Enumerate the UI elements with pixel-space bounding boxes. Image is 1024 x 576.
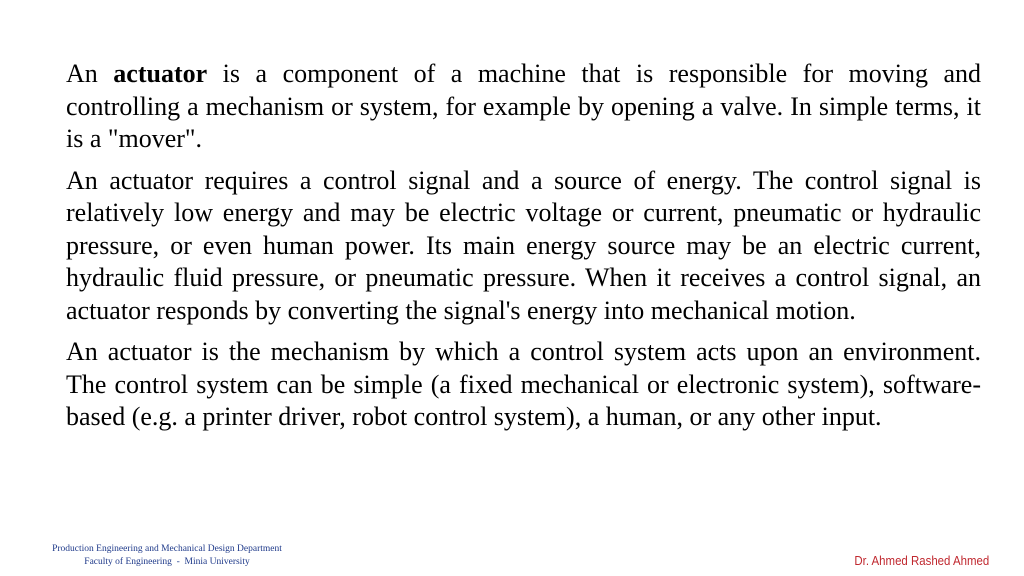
paragraph-definition-rest: is a component of a machine that is responsible for moving and controlling a mechanism or system, for example by opening a valve. In simple terms, it is a "mover".	[66, 59, 982, 153]
footer-affiliation	[36, 543, 298, 569]
footer-faculty: Faculty of Engineering - Minia University	[84, 557, 250, 567]
footer-department: Production Engineering and Mechanical Design Department	[52, 544, 282, 554]
slide-body	[66, 58, 981, 443]
paragraph-definition	[66, 58, 981, 156]
paragraph-requirements: An actuator requires a control signal and a source of energy. The control signal is relatively low energy and may be electric voltage or current, pneumatic or hydraulic pressure, or even human power. Its main energy source may be an electric current, hydraulic fluid pressure, or pneumatic pressure. When it receives a control signal, an actuator responds by converting the signal's energy into mechanical motion.	[66, 165, 981, 325]
actuator-term: actuator	[113, 59, 208, 88]
paragraph-lead: An	[66, 59, 114, 88]
paragraph-mechanism: An actuator is the mechanism by which a control system acts upon an environment. The control system can be simple (a fixed mechanical or electronic system), software-based (e.g. a printer driver, robot control system), a human, or any other input.	[66, 337, 981, 431]
footer-author: Dr. Ahmed Rashed Ahmed	[854, 553, 989, 568]
